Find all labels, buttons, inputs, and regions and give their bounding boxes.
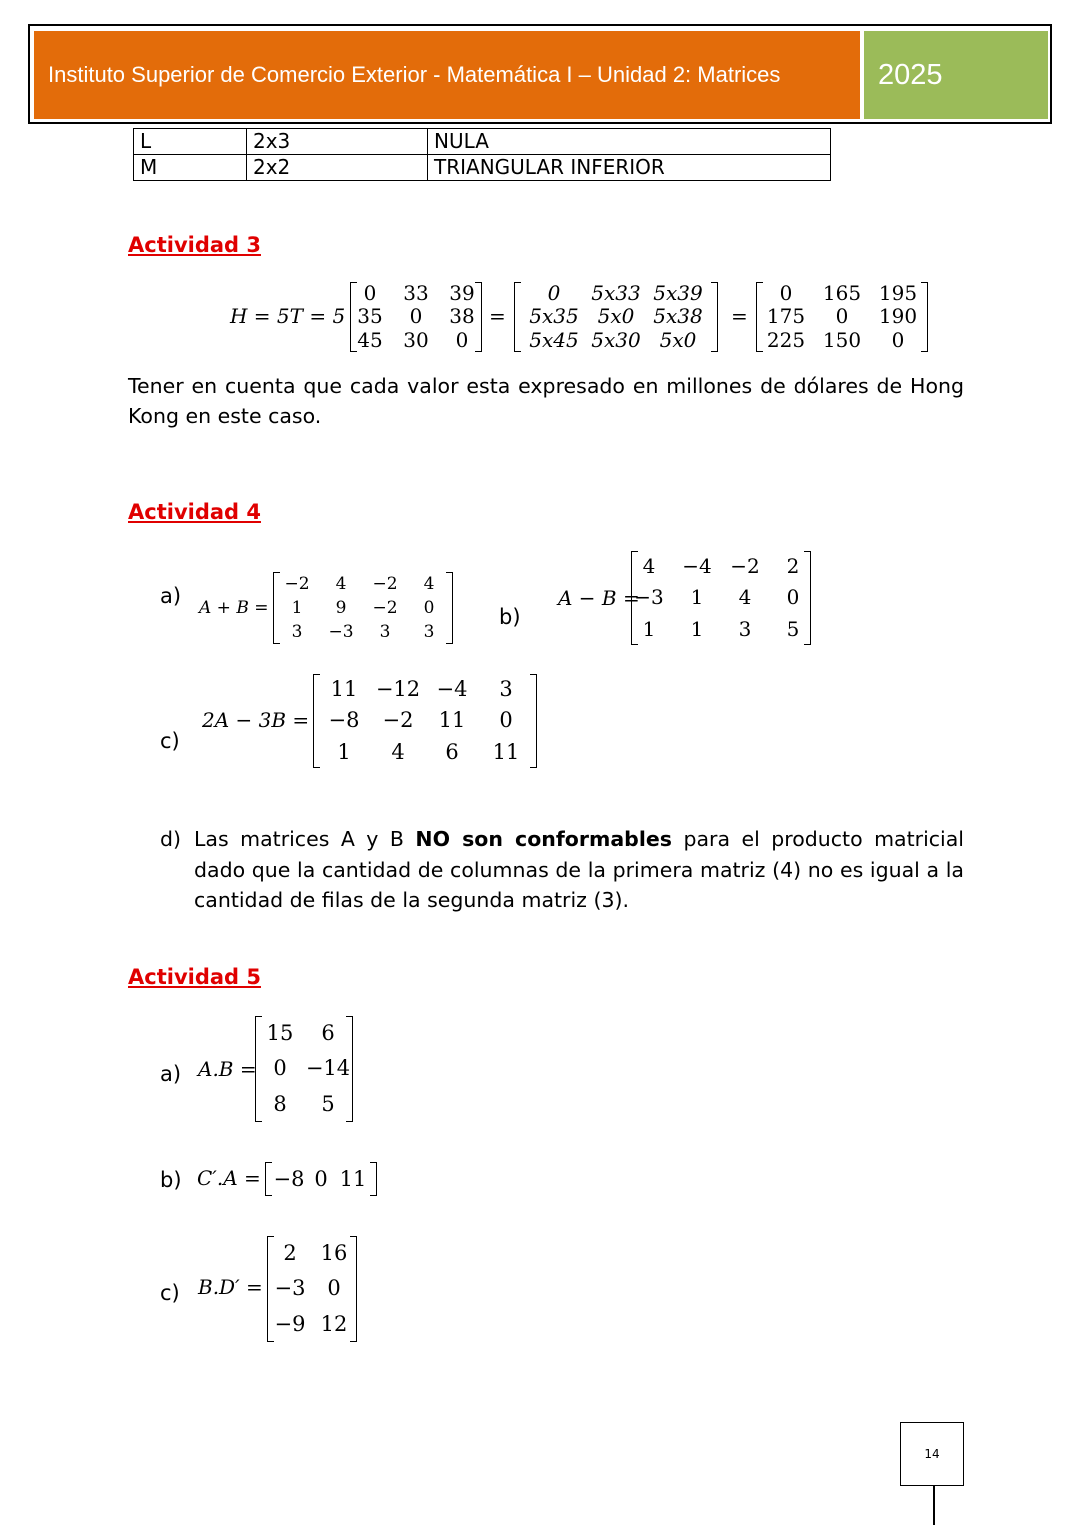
act5-c-matrix — [267, 1236, 357, 1342]
matrix-cell: 5x45 — [529, 327, 579, 352]
matrix-cell: 1 — [690, 616, 704, 641]
item-a-label: a) — [160, 1062, 182, 1086]
matrix-cell: 45 — [357, 327, 383, 352]
matrix-cell: 165 — [822, 281, 862, 305]
matrix-cell: 3 — [738, 616, 752, 641]
act5-c-expr: B.D′ = — [198, 1275, 263, 1299]
act3-lhs: H = 5T = 5 — [230, 304, 346, 328]
matrix-cell: 1 — [291, 598, 303, 618]
matrix-cell: 0 — [835, 304, 849, 329]
act4-c-matrix — [313, 674, 537, 768]
matrix-cell: −2 — [730, 554, 760, 578]
act4-d — [160, 824, 964, 912]
right-bracket — [370, 1162, 377, 1196]
matrix-cell: 195 — [878, 281, 918, 305]
act3-matrix-t — [350, 282, 482, 352]
page-header — [28, 24, 1052, 124]
matrix-cell: 5x0 — [597, 304, 635, 329]
matrix-cell: 11 — [339, 1167, 367, 1191]
matrix-cell: 0 — [455, 327, 469, 352]
actividad-5-heading: Actividad 5 — [128, 965, 261, 989]
matrix-cell: 2 — [786, 554, 800, 578]
left-bracket — [514, 282, 521, 352]
matrix-order: 2x3 — [247, 129, 428, 155]
matrix-type: NULA — [428, 129, 831, 155]
matrix-cell: 4 — [335, 574, 347, 594]
matrix-cell: 4 — [391, 739, 405, 764]
act3-matrix-result — [756, 282, 928, 352]
table-row — [134, 129, 831, 155]
matrix-cell: −2 — [372, 574, 398, 594]
matrix-cell: 2 — [283, 1241, 297, 1265]
matrix-cell: 0 — [327, 1276, 341, 1301]
page-number-line — [933, 1485, 935, 1525]
matrix-cell: 150 — [822, 327, 862, 352]
matrix-cell: 3 — [499, 677, 513, 701]
act5-b-matrix — [265, 1162, 377, 1196]
text-span: para el producto matricial dado que la cantidad de columnas de la primera matriz (4) no es igual a la cantidad de filas de la segunda matriz (3). — [194, 827, 964, 912]
matrix-cell: −2 — [382, 708, 414, 733]
matrix-cell: −4 — [682, 554, 712, 578]
matrix-cell: 3 — [379, 622, 391, 642]
matrix-cell: 0 — [779, 281, 793, 305]
matrix-cell: 0 — [363, 281, 377, 305]
matrix-cell: 39 — [449, 281, 475, 305]
left-bracket — [265, 1162, 272, 1196]
matrix-cell: −4 — [436, 677, 468, 701]
act3-note: Tener en cuenta que cada valor esta expresado en millones de dólares de Hong Kong en este caso. — [128, 374, 964, 428]
matrix-cell: 6 — [445, 739, 459, 764]
matrix-cell: 5x0 — [659, 327, 697, 352]
matrix-cell: 1 — [642, 616, 656, 641]
matrix-cell: −2 — [284, 574, 310, 594]
act5-a-matrix — [255, 1016, 353, 1122]
matrix-cell: 0 — [423, 598, 435, 618]
matrix-cell: 12 — [320, 1311, 348, 1336]
matrix-cell: 0 — [891, 327, 905, 352]
matrix-cell: 5x38 — [653, 304, 703, 329]
item-a-label: a) — [160, 584, 182, 608]
matrix-cell: 0 — [409, 304, 423, 329]
act4-b-matrix — [631, 551, 811, 645]
matrix-cell: 5 — [321, 1091, 335, 1116]
matrix-cell: 0 — [547, 281, 561, 305]
matrix-cell: 3 — [423, 622, 435, 642]
matrix-cell: 11 — [492, 739, 520, 764]
matrix-cell: 8 — [273, 1091, 287, 1116]
matrix-cell: 1 — [337, 739, 351, 764]
bold-text: NO son conformables — [415, 827, 672, 851]
matrix-cell: 0 — [314, 1167, 328, 1191]
matrix-cell: 6 — [321, 1021, 335, 1045]
page-number: 14 — [900, 1422, 964, 1486]
act5-b-expr: C′.A = — [197, 1166, 261, 1190]
item-b-label: b) — [499, 605, 521, 629]
item-c-label: c) — [160, 729, 180, 753]
item-c-label: c) — [160, 1281, 180, 1305]
right-bracket — [711, 282, 718, 352]
classification-table — [133, 128, 831, 181]
matrix-cell: 3 — [291, 622, 303, 642]
text-span: Las matrices A y B — [194, 827, 416, 851]
actividad-4-heading: Actividad 4 — [128, 500, 261, 524]
header-year: 2025 — [864, 31, 1048, 119]
matrix-cell: 5 — [786, 616, 800, 641]
matrix-cell: 1 — [690, 585, 704, 610]
matrix-cell: 4 — [738, 585, 752, 610]
matrix-cell: 35 — [357, 304, 383, 329]
matrix-cell: −9 — [274, 1311, 306, 1336]
matrix-cell: 0 — [786, 585, 800, 610]
matrix-cell: 175 — [766, 304, 806, 329]
act4-c-expr: 2A − 3B = — [202, 708, 310, 732]
actividad-3-heading: Actividad 3 — [128, 233, 261, 257]
matrix-cell: −14 — [305, 1056, 351, 1081]
matrix-type: TRIANGULAR INFERIOR — [428, 155, 831, 181]
matrix-cell: 33 — [403, 281, 429, 305]
matrix-cell: −3 — [328, 622, 354, 642]
matrix-cell: −8 — [273, 1167, 305, 1191]
matrix-cell: 5x39 — [653, 281, 703, 305]
matrix-cell: −8 — [328, 708, 360, 733]
matrix-cell: 9 — [335, 598, 347, 618]
act5-a-expr: A.B = — [198, 1057, 257, 1081]
matrix-cell: 11 — [438, 708, 466, 733]
matrix-cell: 190 — [878, 304, 918, 329]
item-b-label: b) — [160, 1168, 182, 1192]
act4-a-expr: A + B = — [199, 598, 269, 618]
table-row — [134, 155, 831, 181]
matrix-cell: −3 — [634, 585, 664, 610]
header-title: Instituto Superior de Comercio Exterior - Matemática I – Unidad 2: Matrices — [34, 31, 860, 119]
matrix-name: M — [134, 155, 247, 181]
matrix-cell: 0 — [273, 1056, 287, 1081]
item-d-label: d) — [160, 827, 182, 851]
matrix-cell: −12 — [375, 677, 421, 701]
equals-sign: = — [489, 304, 506, 328]
matrix-cell: 4 — [423, 574, 435, 594]
matrix-cell: 5x35 — [529, 304, 579, 329]
matrix-name: L — [134, 129, 247, 155]
matrix-cell: 11 — [330, 677, 358, 701]
matrix-order: 2x2 — [247, 155, 428, 181]
act4-b-expr: A − B = — [558, 586, 640, 610]
act4-d-text — [194, 824, 964, 916]
act3-matrix-product — [514, 282, 718, 352]
matrix-cell: 15 — [266, 1021, 294, 1045]
matrix-cell: 30 — [403, 327, 429, 352]
matrix-cell: 5x33 — [591, 281, 641, 305]
matrix-cell: 4 — [642, 554, 656, 578]
equals-sign: = — [731, 304, 748, 328]
matrix-cell: 225 — [766, 327, 806, 352]
matrix-cell: 0 — [499, 708, 513, 733]
matrix-cell: −3 — [274, 1276, 306, 1301]
matrix-cell: 16 — [320, 1241, 348, 1265]
act4-a-matrix — [273, 572, 453, 644]
matrix-cell: 5x30 — [591, 327, 641, 352]
matrix-cell: 38 — [449, 304, 475, 329]
matrix-cell: −2 — [372, 598, 398, 618]
